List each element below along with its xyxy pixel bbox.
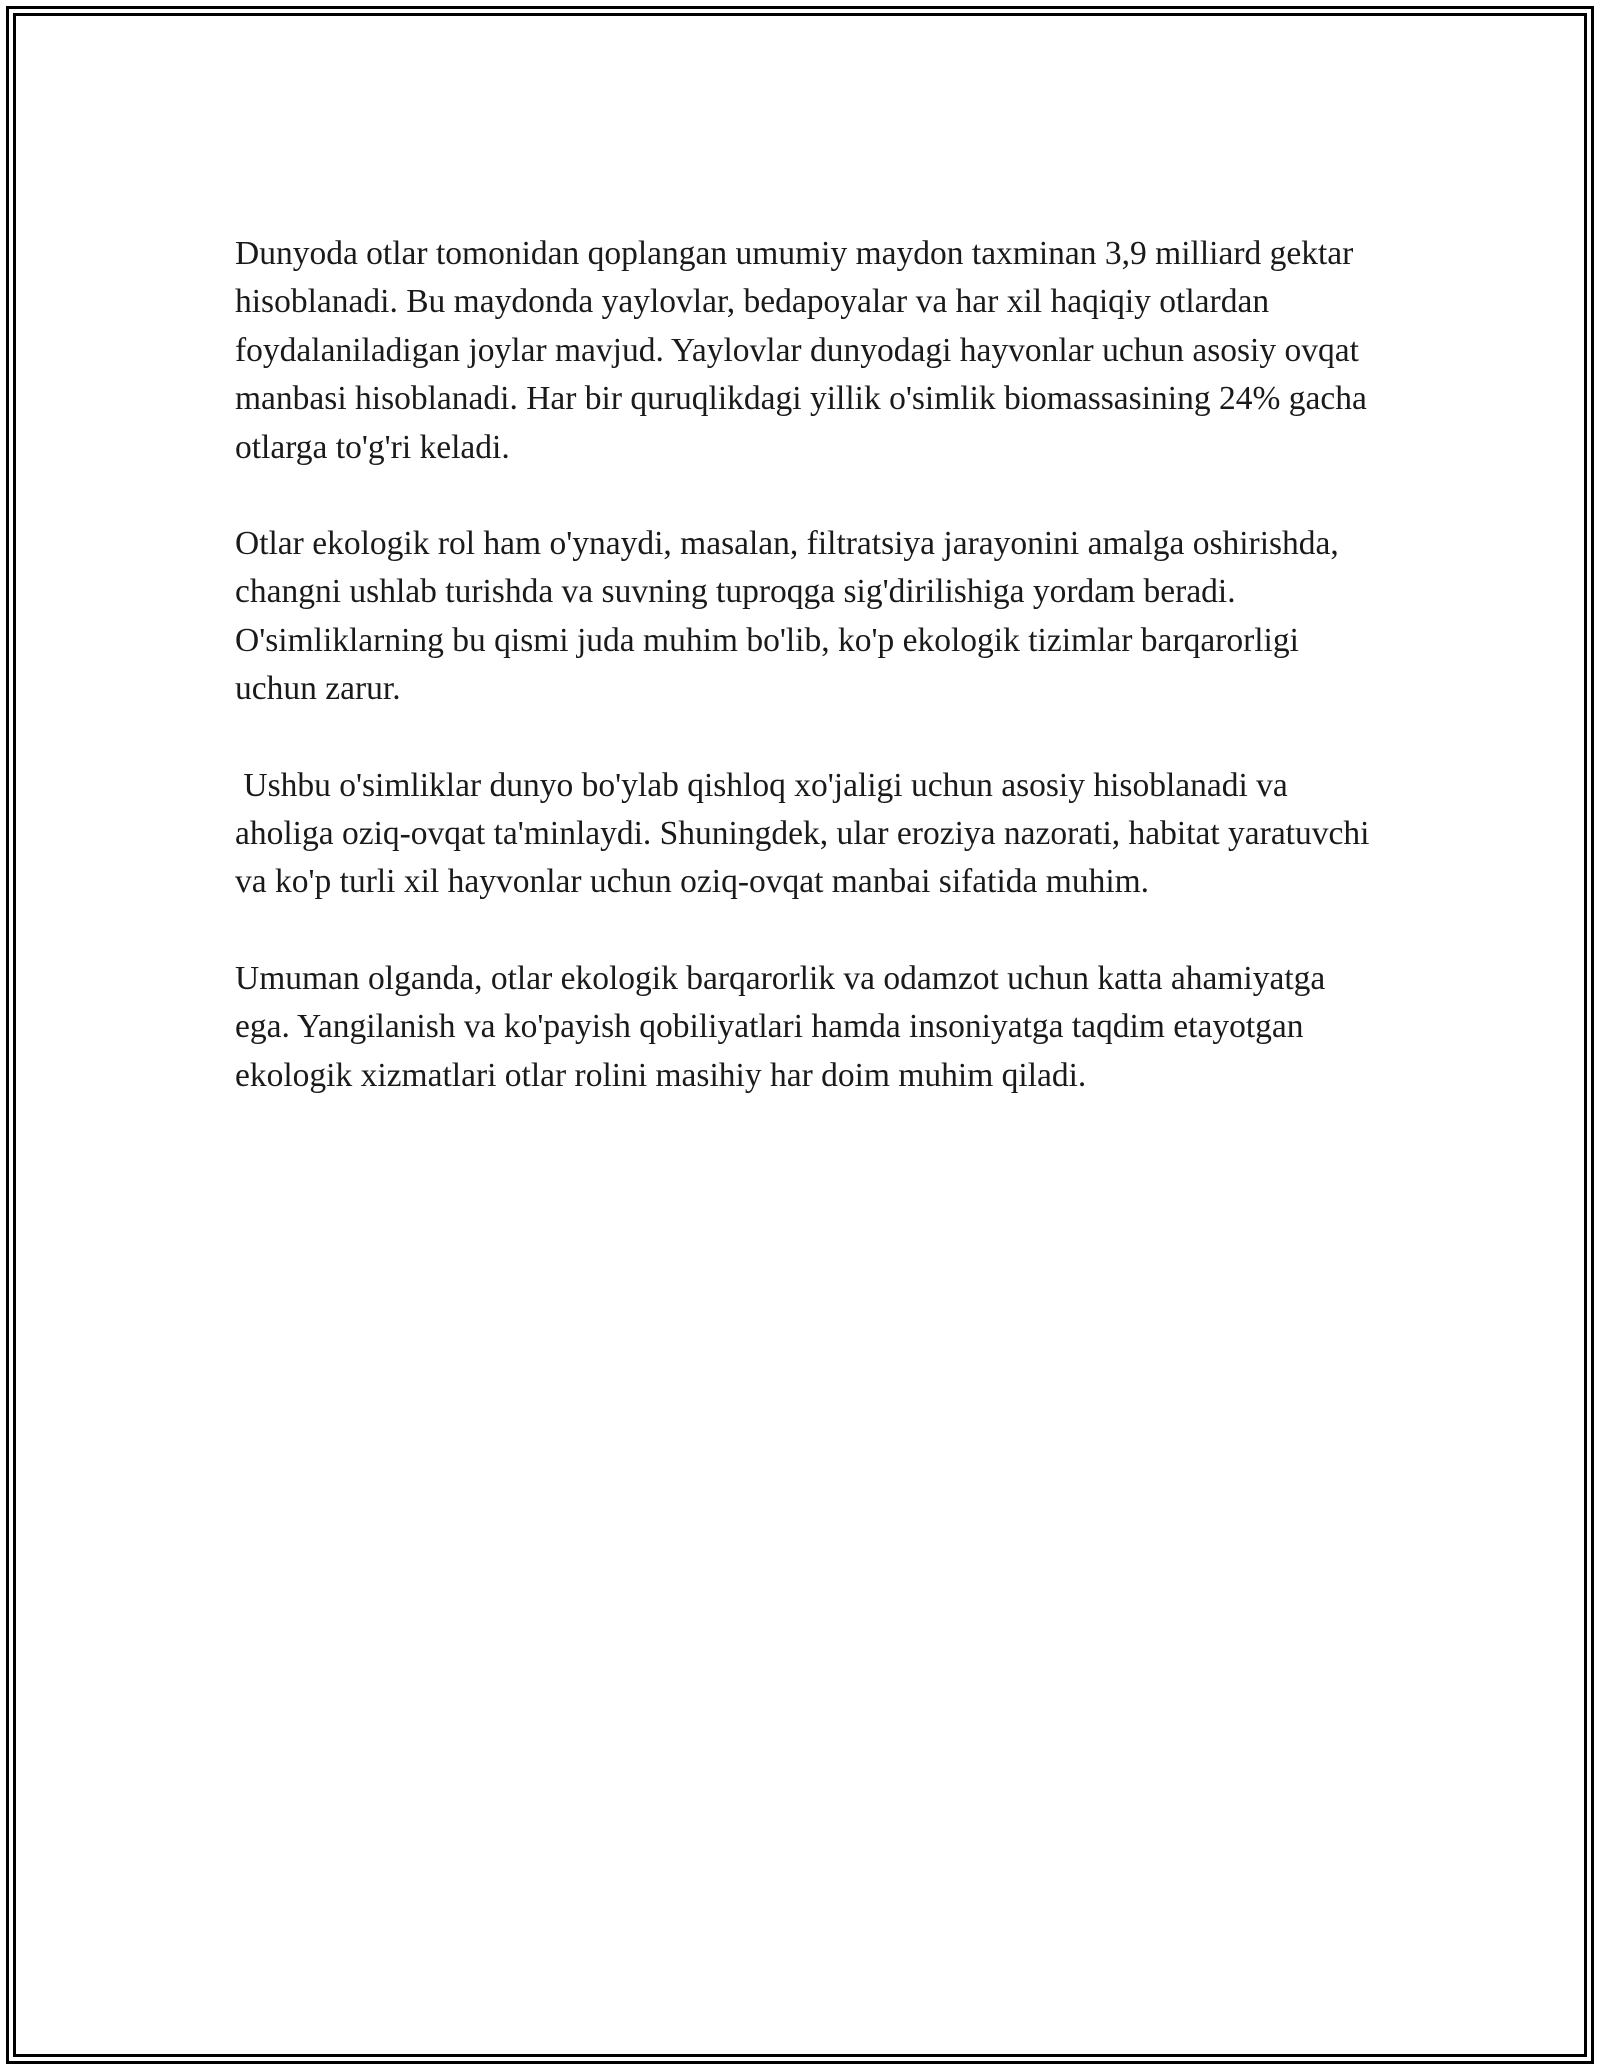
document-body [235,230,1378,1148]
paragraph-2: Otlar ekologik rol ham o'ynaydi, masalan, filtratsiya jarayonini amalga oshirishda, changni ushlab turishda va suvning tuproqga sig'dirilishiga yordam beradi. O'simliklarning bu qismi juda muhim bo'lib, ko'p ekologik tizimlar barqarorligi uchun zarur. [235,525,1348,708]
paragraph-4: Umuman olganda, otlar ekologik barqarorlik va odamzot uchun katta ahamiyatga ega. Yangilanish va ko'payish qobiliyatlari hamda insoniyatga taqdim etayotgan ekologik xizmatlari otlar rolini masihiy har doim muhim qiladi. [235,959,1334,1094]
paragraph-1: Dunyoda otlar tomonidan qoplangan umumiy maydon taxminan 3,9 milliard gektar hisoblanadi. Bu maydonda yaylovlar, bedapoyalar va har xil haqiqiy otlardan foydalaniladigan joylar mavjud. Yaylovlar dunyodagi hayvonlar uchun asosiy ovqat manbasi hisoblanadi. Har bir quruqlikdagi yillik o'simlik biomassasining 24% gacha otlarga to'g'ri keladi. [235,235,1376,466]
paragraph-3: Ushbu o'simliklar dunyo bo'ylab qishloq xo'jaligi uchun asosiy hisoblanadi va aholiga oziq-ovqat ta'minlaydi. Shuningdek, ular eroziya nazorati, habitat yaratuvchi va ko'p turli xil hayvonlar uchun oziq-ovqat manbai sifatida muhim. [235,766,1378,901]
